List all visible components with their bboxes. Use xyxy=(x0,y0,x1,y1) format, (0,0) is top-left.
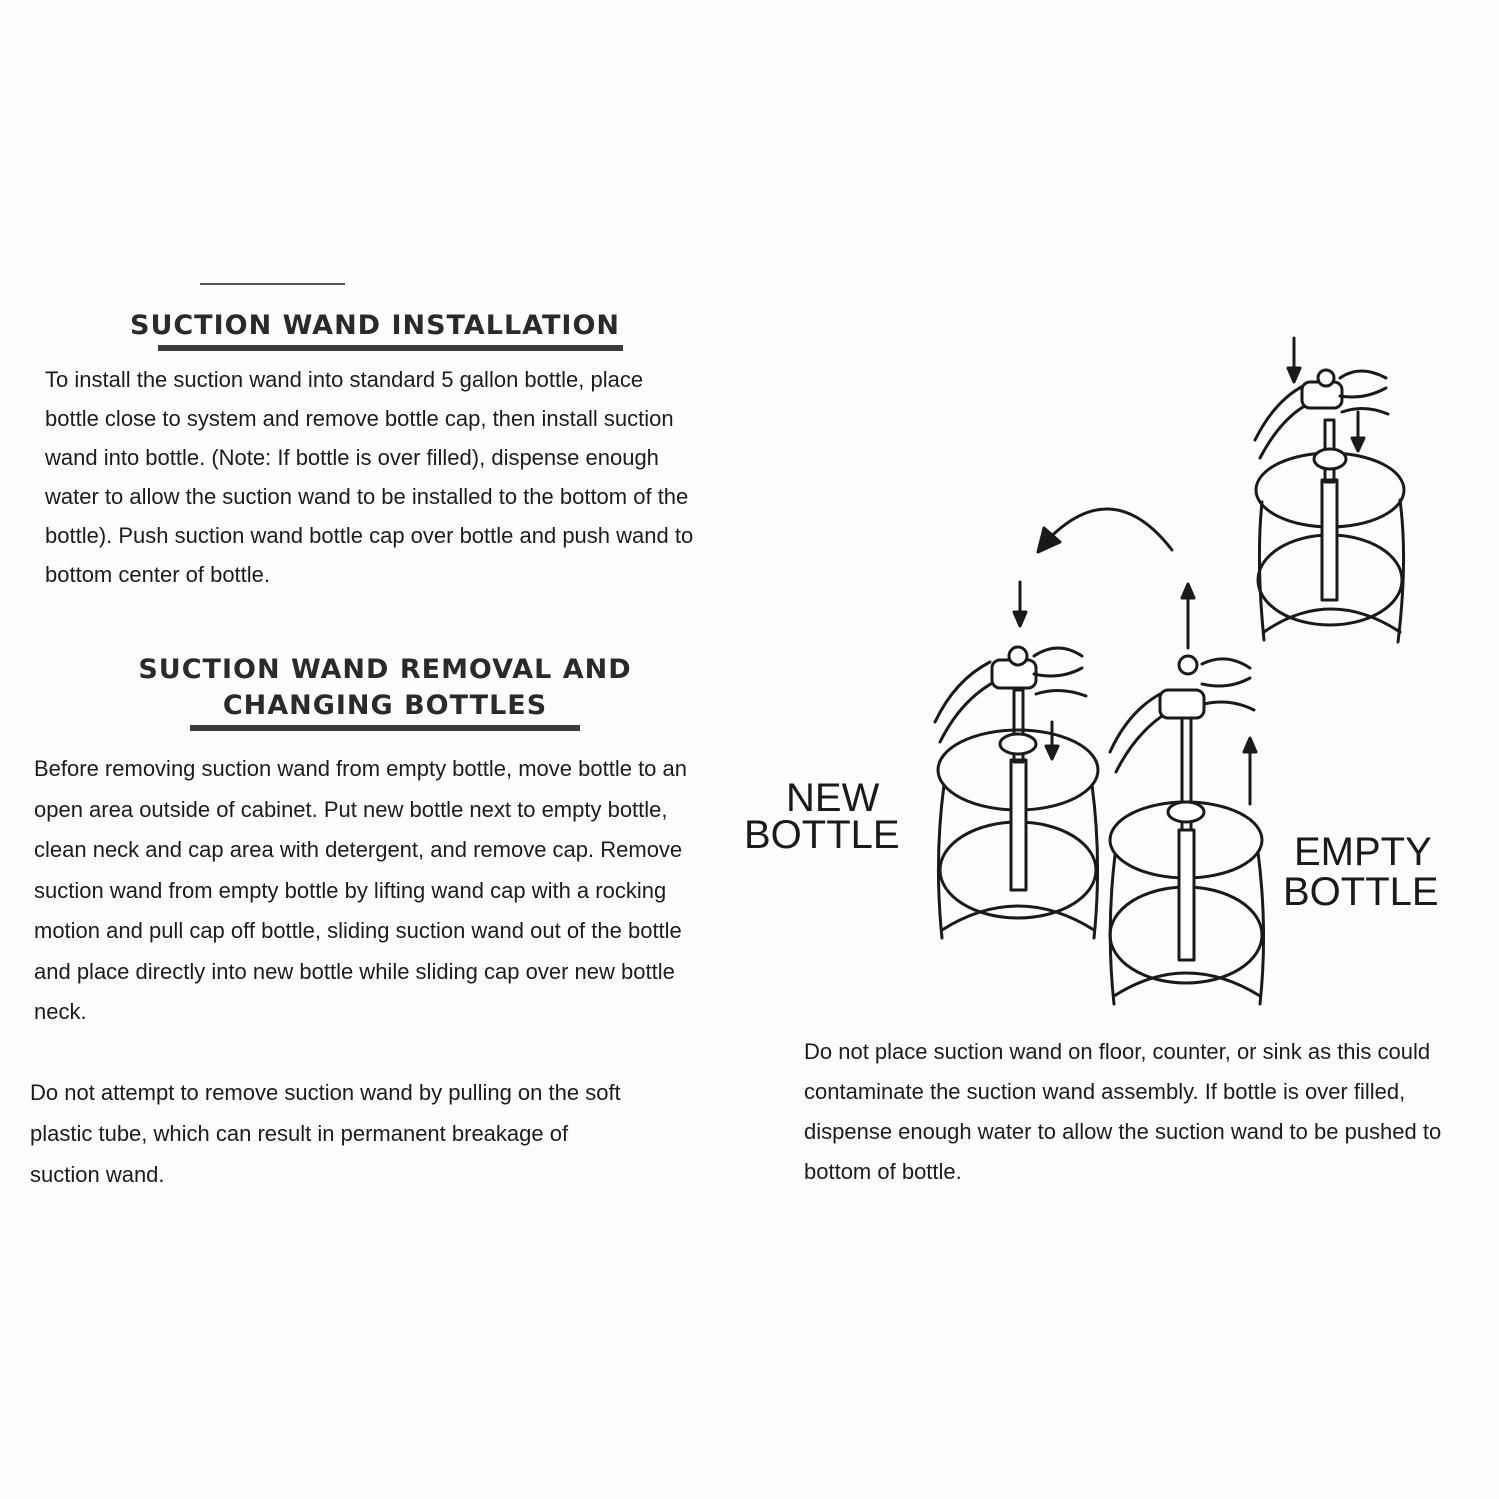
curved-arrow-icon xyxy=(1038,509,1172,552)
installation-heading: SUCTION WAND INSTALLATION xyxy=(130,310,620,341)
new-bottle-label-line2: BOTTLE xyxy=(744,813,900,857)
caution-paragraph: Do not place suction wand on floor, counter, or sink as this could contaminate the suction wand assembly. If bottle is over filled, dispense enough water to allow the suction wand to be pushed to bottom of bottle. xyxy=(804,1039,1442,1184)
removal-paragraph: Before removing suction wand from empty bottle, move bottle to an open area outside of cabinet. Put new bottle next to empty bottle, clean neck and cap area with detergent, and remove cap. Remove suction wand from empty bottle by lifting wand cap with a rocking motion and pull cap off bottle, sliding suction wand out of the bottle and place directly into new bottle while sliding cap over new bottle neck. xyxy=(34,756,687,1024)
removal-warning-paragraph: Do not attempt to remove suction wand by pulling on the soft plastic tube, which can result in permanent breakage of suction wand. xyxy=(30,1080,621,1187)
installation-paragraph: To install the suction wand into standard 5 gallon bottle, place bottle close to system and remove bottle cap, then install suction wand into bottle. (Note: If bottle is over filled), dispense enough water to allow the suction wand to be installed to the bottom of the bottle). Push suction wand bottle cap over bottle and push wand to bottom center of bottle. xyxy=(45,367,694,587)
empty-bottle-label-line2: BOTTLE xyxy=(1283,870,1439,914)
empty-bottle-label-line1: EMPTY xyxy=(1294,830,1432,874)
new-bottle-icon xyxy=(938,690,1098,938)
top-hand-icon xyxy=(1255,370,1388,458)
top-bottle-icon xyxy=(1256,420,1404,642)
removal-heading-line1: SUCTION WAND REMOVAL AND xyxy=(138,654,632,685)
removal-heading-line2: CHANGING BOTTLES xyxy=(222,690,548,721)
new-bottle-label-line1: NEW xyxy=(786,776,880,820)
new-bottle-hand-icon xyxy=(935,647,1086,742)
